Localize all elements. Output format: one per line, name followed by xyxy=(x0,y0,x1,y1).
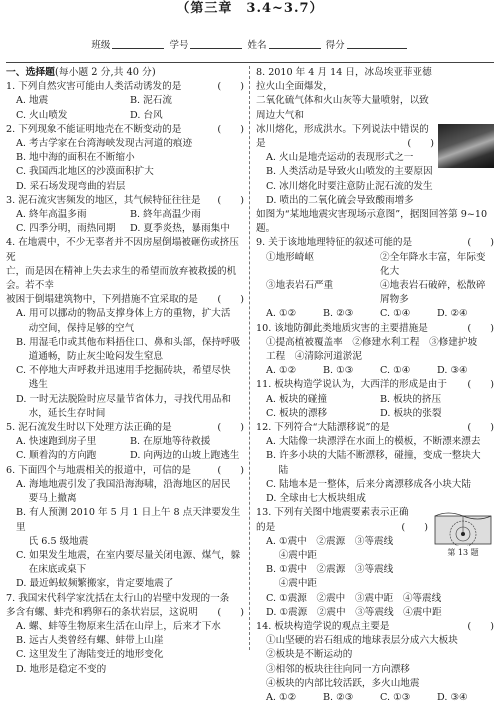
question-stem: 亡，而是因在精神上失去求生的希望而放弃被救援的机会。若不幸 xyxy=(6,265,237,292)
question-item xyxy=(6,464,244,592)
option: D. 台风 xyxy=(130,109,163,121)
option-line: B. ①震中 ②震源 ③等震线 xyxy=(266,564,394,576)
answer-choice: A. ①② xyxy=(266,308,297,320)
question-stem-text: 冰川熔化，形成洪水。下列说法中错误的是 xyxy=(256,123,429,150)
name-label: 姓名 xyxy=(247,40,267,51)
answer-row xyxy=(256,307,494,321)
question-item xyxy=(6,236,244,421)
option-line: C. 冰川熔化时要注意防止泥石流的发生 xyxy=(266,180,433,192)
option-line: B. 远古人类曾经有螺、蚌带上山崖 xyxy=(16,635,164,647)
class-label: 班级 xyxy=(91,40,111,51)
option-line: A. 火山是地壳运动的表现形式之一 xyxy=(266,152,414,164)
question-stem-text: 3. 泥石流灾害频发的地区，其气候特征往往是 xyxy=(6,194,201,206)
option-row xyxy=(6,109,244,123)
section-note: (每小题 2 分,共 40 分) xyxy=(54,67,156,78)
statement: ③地表岩石严重 xyxy=(266,280,334,292)
question-stem xyxy=(6,421,244,435)
answer-choice: C. ①④ xyxy=(380,308,411,320)
question-stem xyxy=(6,194,244,208)
option-line: D. 采石场发现弯曲的岩层 xyxy=(16,180,126,192)
question-item xyxy=(256,322,494,379)
score-label: 得分 xyxy=(325,40,345,51)
question-stem-text: 5. 泥石流发生时以下处理方法正确的是 xyxy=(6,422,172,434)
option-line: ④震中距 xyxy=(266,578,318,590)
option-line: C. 我国西北地区的沙漠面积扩大 xyxy=(16,166,154,178)
option-row xyxy=(6,222,244,236)
question-item xyxy=(256,506,494,620)
answer-choice: A. ①② xyxy=(266,691,297,703)
question-item xyxy=(256,378,494,421)
question-stem xyxy=(6,80,244,94)
option-line: 氏 6.5 级地震 xyxy=(16,535,89,547)
answer-parenthesis: ( ) xyxy=(467,237,494,249)
question-stem-text: 多含有螺、蚌壳和鸦卵石的条状岩层，这说明 xyxy=(6,606,198,618)
question-item xyxy=(6,194,244,237)
option-line: ④板块的内部比较活跃，多火山地震 xyxy=(266,677,420,689)
question-stem: 二氧化硫气体和火山灰等大量喷射，以致周边大气和 xyxy=(256,95,429,121)
answer-parenthesis: ( ) xyxy=(217,464,244,476)
question-stem-text: 14. 板块构造学说的观点主要是 xyxy=(256,620,390,632)
page-title: （第三章 3.4~3.7） xyxy=(176,1,324,16)
option-line: 动空间，保持足够的空气 xyxy=(16,322,135,334)
earthquake-figure xyxy=(432,506,494,560)
answer-parenthesis: ( ) xyxy=(217,606,244,618)
answer-choice: B. ①③ xyxy=(323,365,354,377)
option-line: 逃生 xyxy=(16,379,48,391)
answer-row xyxy=(256,691,494,705)
question-item xyxy=(6,80,244,123)
option: C. 四季分明，雨热同期 xyxy=(16,223,116,235)
question-stem: 7. 我国宋代科学家沈括在太行山的岩壁中发现的一条 xyxy=(6,592,230,604)
question-stem xyxy=(6,123,244,137)
name-blank[interactable] xyxy=(269,38,321,49)
option: D. 向两边的山坡上跑逃生 xyxy=(130,450,240,462)
statement-row xyxy=(256,251,494,279)
question-stem-text: 6. 下面四个与地震相关的报道中，可信的是 xyxy=(6,464,191,476)
option: D. 夏季炎热，暴雨集中 xyxy=(130,223,230,235)
option: A. 地震 xyxy=(16,95,49,107)
student-info-line xyxy=(0,38,500,53)
option-line: 要马上撤离 xyxy=(16,493,77,505)
question-stem-text: 1. 下列自然灾害可能由人类活动诱发的是 xyxy=(6,81,182,93)
question-stem-text: 9. 关于该地地理特征的叙述可能的是 xyxy=(256,237,413,249)
left-column xyxy=(6,66,244,677)
option-line: C. 这里发生了海陆变迁的地形变化 xyxy=(16,649,164,661)
question-item xyxy=(256,66,494,236)
option-line: A. ①震中 ②震源 ③等震线 xyxy=(266,535,394,547)
question-stem: 4. 在地震中，不少无辜者并不因房屋倒塌被砸伤或挤压死 xyxy=(6,237,239,263)
question-stem-text: 2. 下列现象不能证明地壳在不断变动的是 xyxy=(6,123,182,135)
question-item xyxy=(256,620,494,705)
answer-choice: D. ②④ xyxy=(437,308,468,320)
question-stem-text: 的是 xyxy=(256,521,276,533)
answer-choice: B. ②③ xyxy=(323,308,354,320)
question-item xyxy=(6,592,244,677)
option-row xyxy=(6,435,244,449)
question-stem xyxy=(256,322,494,336)
answer-parenthesis: ( ) xyxy=(217,422,244,434)
option: D. 板块的张裂 xyxy=(380,407,442,419)
option-line: D. 一时无法脱险时应尽量节省体力，寻找代用品和 xyxy=(16,393,231,405)
question-item xyxy=(6,421,244,464)
answer-parenthesis: ( ) xyxy=(217,81,244,93)
option-line: D. 地形是稳定不变的 xyxy=(16,663,107,675)
statement: ②全年降水丰富，年际变化大 xyxy=(380,251,486,277)
option-line: ①山坚硬的岩石组成的地球表层分成六大板块 xyxy=(266,635,458,647)
option-row xyxy=(256,407,494,421)
option-line: A. 海地地震引发了我国沿海海啸，沿海地区的居民 xyxy=(16,478,231,490)
option-line: A. 螺、蚌等生物原来生活在山岸上，后来才下水 xyxy=(16,620,221,632)
section-title: 一、选择题 xyxy=(6,67,55,78)
answer-parenthesis: ( ) xyxy=(467,620,494,632)
option-line: A. 考古学家在台湾海峡发现古河道的痕迹 xyxy=(16,138,193,150)
figure-intro-text: 如图为“某地地震灾害现场示意图”，据图回答第 9~10 题。 xyxy=(256,209,488,235)
option: A. 快速跑到房子里 xyxy=(16,436,97,448)
question-item xyxy=(256,421,494,506)
class-blank[interactable] xyxy=(112,38,164,49)
option: C. 板块的漂移 xyxy=(266,407,328,419)
question-stem xyxy=(256,378,494,392)
option: B. 終年高温少雨 xyxy=(130,209,201,221)
option-line: C. 不停地大声呼救并迅速用手挖掘砖块，希望尽快 xyxy=(16,365,231,377)
question-item xyxy=(6,123,244,194)
option-line: D. 最近蚂蚁频繁搬家，肯定要地震了 xyxy=(16,578,174,590)
question-stem xyxy=(256,236,494,250)
question-stem xyxy=(6,464,244,478)
question-stem xyxy=(6,606,244,620)
option-line: B. 许多小块的大陆不断漂移，碰撞，变成一整块大 xyxy=(266,450,481,462)
answer-parenthesis: ( ) xyxy=(401,521,428,533)
header-divider xyxy=(6,62,494,63)
option-line: 在床底或桌下 xyxy=(16,564,87,576)
question-item xyxy=(256,236,494,321)
answer-parenthesis: ( ) xyxy=(467,322,494,334)
answer-parenthesis: ( ) xyxy=(467,422,494,434)
option-row xyxy=(6,208,244,222)
section-heading xyxy=(6,66,244,80)
option-line: A. 大陆像一块漂浮在水面上的模板，不断漂来漂去 xyxy=(266,436,481,448)
option-line: 陆 xyxy=(266,464,289,476)
option: B. 板块的挤压 xyxy=(380,393,442,405)
answer-row xyxy=(256,364,494,378)
right-column xyxy=(256,66,494,705)
question-stem-text: 10. 该地防御此类地质灾害的主要措施是 xyxy=(256,322,428,334)
answer-parenthesis: ( ) xyxy=(217,123,244,135)
option-line: D. 全球由七大板块组成 xyxy=(266,493,366,505)
column-divider xyxy=(249,66,250,650)
question-stem-text: 被困于倒塌建筑物中，下列措施不宜采取的是 xyxy=(6,294,198,306)
answer-choice: D. ③④ xyxy=(437,691,468,703)
option: A. 終年高温多雨 xyxy=(16,209,87,221)
option-line: B. 人类活动是导致火山喷发的主要原因 xyxy=(266,166,433,178)
option-line: 工程 ④清除河道淤泥 xyxy=(266,351,362,363)
option-row xyxy=(6,449,244,463)
question-stem xyxy=(256,421,494,435)
option: C. 顺着沟的方向跑 xyxy=(16,450,97,462)
option-line: A. 用可以挪动的物品支撑身体上方的重物，扩大活 xyxy=(16,308,231,320)
question-stem: 13. 下列有关图中地震要素表示正确 xyxy=(256,507,409,519)
option-row xyxy=(6,94,244,108)
option: B. 泥石流 xyxy=(130,95,172,107)
option-line: B. 地中海的面积在不断缩小 xyxy=(16,152,135,164)
option: B. 在原地等待救援 xyxy=(130,436,211,448)
question-stem-text: 11. 板块构造学说认为，大西洋的形成是由于 xyxy=(256,379,447,391)
statement-row xyxy=(256,279,494,307)
option-line: ①提高植被覆盖率 ②修建水利工程 ③修建护坡 xyxy=(266,336,478,348)
answer-choice: A. ①② xyxy=(266,365,297,377)
statement: ④地表岩石破碎，松散碎屑物多 xyxy=(380,280,486,306)
option-line: ③相邻的板块往往向同一方向漂移 xyxy=(266,663,410,675)
answer-choice: D. ③④ xyxy=(437,365,468,377)
id-blank[interactable] xyxy=(190,38,242,49)
statement: ①地形崎岖 xyxy=(266,251,314,263)
answer-parenthesis: ( ) xyxy=(217,294,244,306)
question-stem-text: 12. 下列符合“大陆漂移说”的是 xyxy=(256,422,390,434)
earthquake-diagram-svg xyxy=(433,506,493,546)
answer-choice: B. ②③ xyxy=(323,691,354,703)
figure-caption: 第 13 题 xyxy=(447,548,479,558)
question-stem xyxy=(256,620,494,634)
option-line: B. 用湿毛巾或其他布料捂住口、鼻和头部，保持呼吸 xyxy=(16,336,241,348)
option-line: B. 有人预测 2010 年 5 月 1 日上午 8 点天津要发生里 xyxy=(16,507,241,533)
option-line: 道通畅，防止灰尘呛闷发生窒息 xyxy=(16,351,163,363)
answer-choice: C. ①④ xyxy=(380,365,411,377)
volcano-photo xyxy=(438,124,494,168)
option-line: D. ①震源 ②震中 ③等震线 ④震中距 xyxy=(266,606,442,618)
option-line: C. 如果发生地震，在室内要尽量关闭电源、煤气，躲 xyxy=(16,549,241,561)
option-line: ②板块是不断运动的 xyxy=(266,649,353,661)
id-label: 学号 xyxy=(169,40,189,51)
answer-parenthesis: ( ) xyxy=(467,379,494,391)
option-line: 水，延长生存时间 xyxy=(16,407,106,419)
answer-choice: C. ①③ xyxy=(380,691,411,703)
option-line: ④震中距 xyxy=(266,549,318,561)
option-line: C. ①震源 ②震中 ③震中距 ④等震线 xyxy=(266,592,442,604)
option: A. 板块的碰撞 xyxy=(266,393,327,405)
question-stem xyxy=(6,293,244,307)
score-blank[interactable] xyxy=(347,38,407,49)
option-line: D. 喷出的二氧化硫会导致酸雨增多 xyxy=(266,194,414,206)
answer-parenthesis: ( ) xyxy=(217,194,244,206)
answer-parenthesis: ( ) xyxy=(407,138,434,150)
question-stem: 8. 2010 年 4 月 14 日，冰岛埃亚菲亚德拉火山全面爆发， xyxy=(256,67,432,93)
option: C. 火山喷发 xyxy=(16,109,68,121)
option-line: C. 陆地本是一整体，后来分离漂移成各小块大陆 xyxy=(266,478,471,490)
option-row xyxy=(256,393,494,407)
